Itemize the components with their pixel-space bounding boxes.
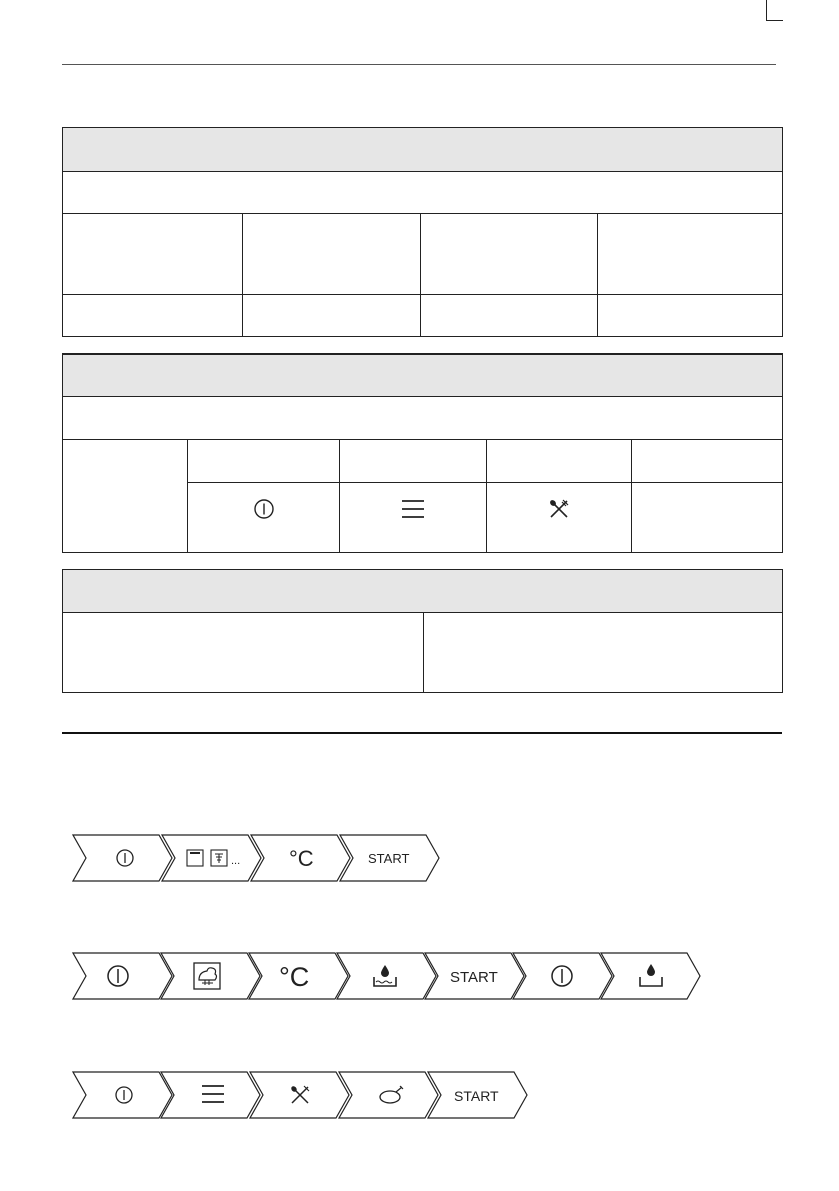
sequence-3-step-3 — [250, 1072, 349, 1118]
step-sequence-2 — [72, 952, 702, 1000]
temperature-icon: °C — [279, 962, 310, 992]
step-sequence-1 — [72, 834, 442, 882]
table-2-icon-cell-1 — [188, 482, 340, 552]
table-2-subheader — [63, 396, 783, 439]
cutlery-icon — [548, 498, 570, 520]
table-3 — [62, 569, 783, 693]
temperature-icon: °C — [289, 846, 314, 871]
table-1-value-2 — [243, 295, 421, 337]
table-2 — [62, 353, 783, 553]
table-1 — [62, 127, 783, 337]
table-1-value-4 — [598, 295, 783, 337]
start-label: START — [454, 1088, 499, 1104]
table-1-col-1 — [63, 214, 243, 295]
sequence-2-step-2 — [161, 953, 260, 999]
step-sequence-3 — [72, 1071, 532, 1119]
sequence-1-step-3 — [251, 835, 350, 881]
table-2-col-1 — [188, 439, 340, 482]
table-1-value-1 — [63, 295, 243, 337]
header-rule — [62, 64, 776, 65]
table-2-row-label — [63, 439, 188, 552]
sequence-1-step-2-label: ... — [231, 855, 241, 867]
table-2-icon-cell-2 — [340, 482, 487, 552]
sequence-2-step-3 — [249, 953, 348, 999]
table-1-col-4 — [598, 214, 783, 295]
table-2-icon-cell-3 — [487, 482, 632, 552]
sequence-2-step-1 — [73, 953, 172, 999]
table-2-col-2 — [340, 439, 487, 482]
sequence-3-step-4 — [339, 1072, 438, 1118]
sequence-2-step-7 — [601, 953, 700, 999]
sequence-2-step-5 — [425, 953, 524, 999]
table-2-icon-cell-4 — [632, 482, 783, 552]
table-1-header — [63, 128, 783, 172]
start-label: START — [450, 969, 498, 986]
sequence-3-step-1 — [73, 1072, 172, 1118]
start-label: START — [368, 851, 410, 866]
table-3-cell-2 — [424, 613, 783, 693]
sequence-3-step-5 — [428, 1072, 527, 1118]
section-divider — [62, 732, 782, 734]
menu-icon — [401, 499, 425, 519]
table-1-value-3 — [421, 295, 598, 337]
sequence-3-step-2 — [161, 1072, 260, 1118]
table-2-header — [63, 354, 783, 396]
table-3-cell-1 — [63, 613, 424, 693]
table-3-header — [63, 570, 783, 613]
table-1-subheader — [63, 172, 783, 214]
table-2-col-3 — [487, 439, 632, 482]
sequence-1-step-2 — [162, 835, 261, 881]
table-1-col-2 — [243, 214, 421, 295]
power-icon — [253, 498, 275, 520]
table-2-col-4 — [632, 439, 783, 482]
sequence-1-step-4 — [340, 835, 439, 881]
sequence-1-step-1 — [73, 835, 172, 881]
page-corner-mark — [766, 0, 783, 21]
table-1-col-3 — [421, 214, 598, 295]
sequence-2-step-4 — [337, 953, 436, 999]
sequence-2-step-6 — [513, 953, 612, 999]
